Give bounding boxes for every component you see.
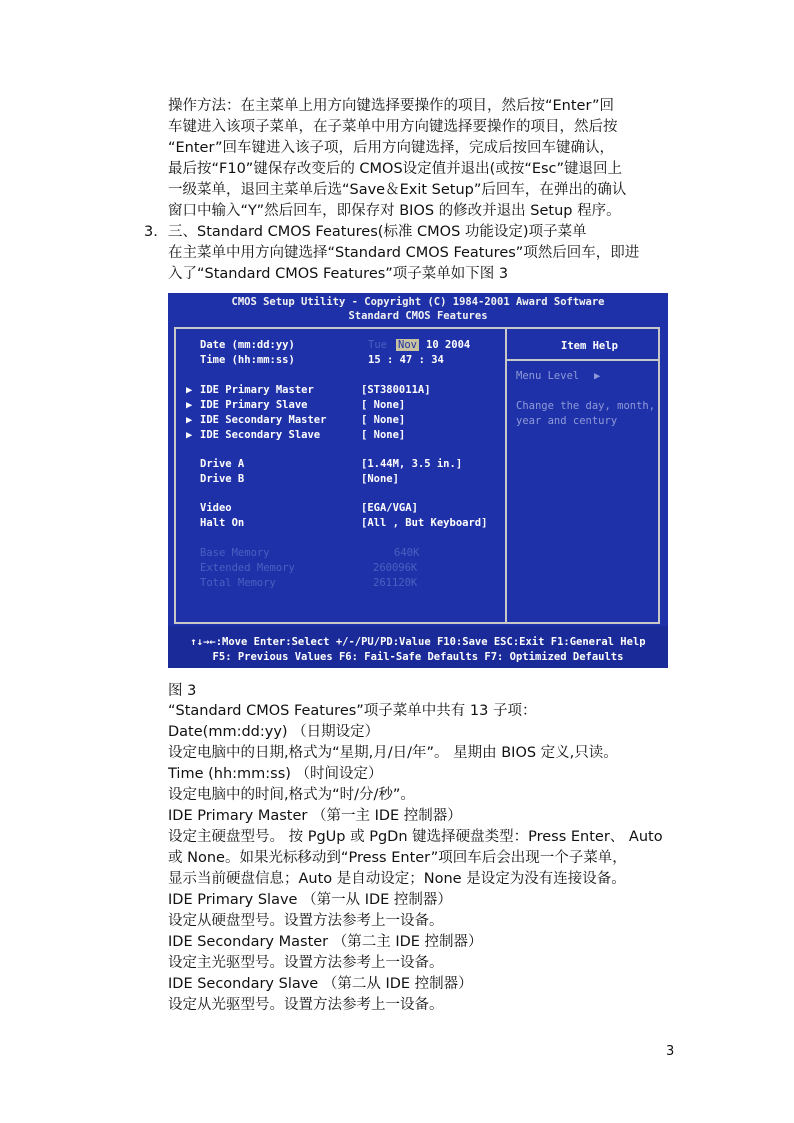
bios-total-memory-value: 261120K <box>373 577 418 589</box>
bios-item-value[interactable]: [ None] <box>361 429 406 441</box>
bios-arrow-icon: ▶ <box>186 384 193 396</box>
bios-video-value[interactable]: [EGA/VGA] <box>361 502 418 514</box>
intro-line: 操作方法：在主菜单上用方向键选择要操作的项目，然后按“Enter”回 <box>168 98 615 114</box>
bios-video-label[interactable]: Video <box>200 502 232 514</box>
intro-line: 窗口中输入“Y”然后回车，即保存对 BIOS 的修改并退出 Setup 程序。 <box>168 203 621 219</box>
bios-extended-memory-label: Extended Memory <box>200 562 295 574</box>
bios-help-separator <box>507 359 660 361</box>
bios-arrow-icon: ▶ <box>186 429 193 441</box>
bios-base-memory-label: Base Memory <box>200 547 270 559</box>
body-line: Date(mm:dd:yy) （日期设定） <box>168 724 380 740</box>
body-line: 设定主光驱型号。设置方法参考上一设备。 <box>168 955 444 971</box>
page-number: 3 <box>666 1044 675 1059</box>
bios-drive-b-value[interactable]: [None] <box>361 473 399 485</box>
bios-time-value[interactable]: 15 : 47 : 34 <box>368 354 444 366</box>
section-desc-line: 入了“Standard CMOS Features”项子菜单如下图 3 <box>168 266 509 282</box>
bios-help-text: Change the day, month, <box>516 400 656 412</box>
body-line: IDE Secondary Master （第二主 IDE 控制器） <box>168 934 483 950</box>
body-line: 设定主硬盘型号。 按 PgUp 或 PgDn 键选择硬盘类型：Press Enter、 Auto <box>168 829 663 845</box>
body-line: IDE Primary Master （第一主 IDE 控制器） <box>168 808 462 824</box>
bios-menu-level: Menu Level <box>516 370 580 382</box>
bios-date-rest[interactable]: 10 2004 <box>426 339 471 351</box>
bios-date-month[interactable]: Nov <box>398 339 417 351</box>
bios-header-subtitle: Standard CMOS Features <box>348 310 488 322</box>
bios-footer-keys: ↑↓→←:Move Enter:Select +/-/PU/PD:Value F10:Save ESC:Exit F1:General Help <box>190 636 646 648</box>
bios-item-value[interactable]: [ None] <box>361 414 406 426</box>
section-title: 三、Standard CMOS Features(标准 CMOS 功能设定)项子菜单 <box>168 224 587 240</box>
bios-item-label[interactable]: IDE Primary Slave <box>200 399 308 411</box>
bios-halt-label[interactable]: Halt On <box>200 517 245 529</box>
figure-caption: 图 3 <box>168 683 197 699</box>
bios-item-value[interactable]: [ None] <box>361 399 406 411</box>
bios-item-value[interactable]: [ST380011A] <box>361 384 431 396</box>
body-line: Time (hh:mm:ss) （时间设定） <box>168 766 383 782</box>
bios-date-label: Date (mm:dd:yy) <box>200 339 295 351</box>
bios-item-label[interactable]: IDE Secondary Master <box>200 414 327 426</box>
bios-item-label[interactable]: IDE Secondary Slave <box>200 429 321 441</box>
bios-total-memory-label: Total Memory <box>200 577 276 589</box>
bios-arrow-icon: ▶ <box>186 399 193 411</box>
bios-divider <box>505 327 507 624</box>
bios-date-day: Tue <box>368 339 387 351</box>
body-line: 或 None。如果光标移动到“Press Enter”项回车后会出现一个子菜单， <box>168 850 627 866</box>
bios-menu-level-arrow-icon: ▶ <box>594 370 601 382</box>
bios-screenshot <box>168 293 668 668</box>
bios-item-label[interactable]: IDE Primary Master <box>200 384 314 396</box>
bios-drive-a-value[interactable]: [1.44M, 3.5 in.] <box>361 458 463 470</box>
intro-line: “Enter”回车键进入该子项，后用方向键选择，完成后按回车键确认， <box>168 140 615 156</box>
bios-halt-value[interactable]: [All , But Keyboard] <box>361 517 488 529</box>
body-line: IDE Primary Slave （第一从 IDE 控制器） <box>168 892 452 908</box>
body-line: “Standard CMOS Features”项子菜单中共有 13 子项： <box>168 703 537 719</box>
body-line: 显示当前硬盘信息；Auto 是自动设定；None 是设定为没有连接设备。 <box>168 871 626 887</box>
body-line: 设定从光驱型号。设置方法参考上一设备。 <box>168 997 444 1013</box>
body-line: IDE Secondary Slave （第二从 IDE 控制器） <box>168 976 473 992</box>
bios-footer-defaults: F5: Previous Values F6: Fail-Safe Defaults F7: Optimized Defaults <box>212 651 624 663</box>
bios-help-text: year and century <box>516 415 618 427</box>
intro-line: 车键进入该项子菜单，在子菜单中用方向键选择要操作的项目，然后按 <box>168 119 618 135</box>
body-line: 设定从硬盘型号。设置方法参考上一设备。 <box>168 913 444 929</box>
intro-line: 最后按“F10”键保存改变后的 CMOS设定值并退出(或按“Esc”键退回上 <box>168 161 623 177</box>
bios-drive-b-label[interactable]: Drive B <box>200 473 245 485</box>
bios-time-label: Time (hh:mm:ss) <box>200 354 295 366</box>
body-line: 设定电脑中的日期,格式为“星期,月/日/年”。 星期由 BIOS 定义,只读。 <box>168 745 618 761</box>
intro-line: 一级菜单，退回主菜单后选“Save＆Exit Setup”后回车，在弹出的确认 <box>168 182 627 198</box>
bios-extended-memory-value: 260096K <box>373 562 418 574</box>
body-line: 设定电脑中的时间,格式为“时/分/秒”。 <box>168 787 415 803</box>
bios-drive-a-label[interactable]: Drive A <box>200 458 245 470</box>
bios-help-title: Item Help <box>561 340 618 352</box>
bios-base-memory-value: 640K <box>394 547 420 559</box>
bios-arrow-icon: ▶ <box>186 414 193 426</box>
bios-header-title: CMOS Setup Utility - Copyright (C) 1984-2001 Award Software <box>231 296 605 308</box>
section-desc-line: 在主菜单中用方向键选择“Standard CMOS Features”项然后回车，即进 <box>168 245 640 261</box>
section-number: 3. <box>144 224 158 240</box>
